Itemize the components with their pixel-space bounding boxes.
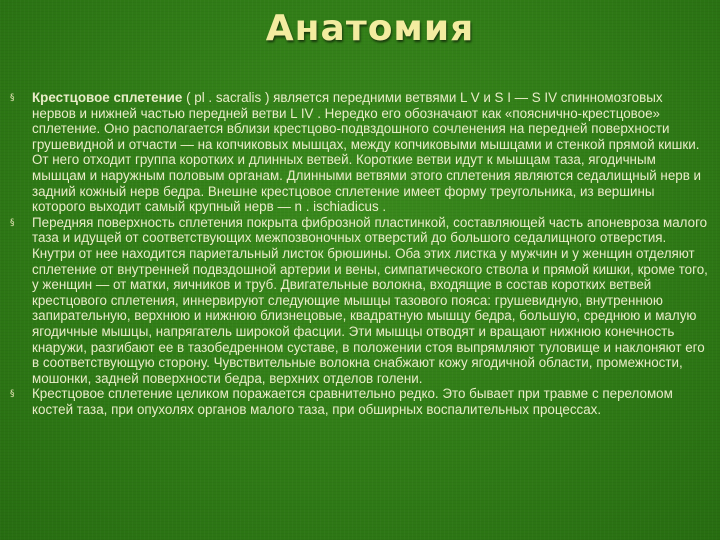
paragraph-text: ( pl . sacralis ) является передними ветвями L V и S I — S IV спинномозговых нервов и нижней частью передней ветви L IV . Нередко его обозначают как «пояснично-крестцовое» сплетение. Оно располагается вблизи крестцово-подвздошного сочленения на передней поверхности грушевидной и отчасти — на копчиковых мышцах, между копчиковыми мышцами и стенкой прямой кишки. От него отходит группа коротких и длинных ветвей. Короткие ветви идут к мышцам таза, ягодичным мышцам и наружным половым органам. Длинными ветвями этого сплетения являются седалищный нерв и задний кожный нерв бедра. Внешне крестцовое сплетение имеет форму треугольника, из вершины которого выходит самый крупный нерв — n . ischiadicus .	[32, 90, 702, 215]
bullet-paragraph-3	[10, 386, 710, 417]
paragraph-text: Передняя поверхность сплетения покрыта фиброзной пластинкой, составляющей часть апоневроза малого таза и идущей от соответствующих межпозвоночных отверстий до большого седалищного отверстия. Кнутри от нее находится париетальный листок брюшины. Оба этих листка у мужчин и у женщин отделяют сплетение от внутренней подвздошной артерии и вены, симпатического ствола и прямой кишки, кроме того, у женщин — от матки, яичников и труб. Двигательные волокна, входящие в состав коротких ветвей крестцового сплетения, иннервируют следующие мышцы тазового пояса: грушевидную, внутреннюю запирательную, верхнюю и нижнюю близнецовые, квадратную мышцу бедра, большую, среднюю и малую ягодичные мышцы, напрягатель широкой фасции. Эти мышцы отводят и вращают нижнюю конечность кнаружи, разгибают ее в тазобедренном суставе, в положении стоя выпрямляют туловище и наклоняют его в соответствующую сторону. Чувствительные волокна снабжают кожу ягодичной области, промежности, мошонки, задней поверхности бедра, верхних отделов голени.	[32, 214, 708, 386]
bullet-icon: §	[10, 389, 15, 400]
bullet-paragraph-1	[10, 90, 710, 215]
paragraph-text: Крестцовое сплетение целиком поражается сравнительно редко. Это бывает при травме с переломом костей таза, при опухолях органов малого таза, при обширных воспалительных процессах.	[32, 386, 673, 417]
bullet-icon: §	[10, 217, 15, 228]
slide-body	[10, 90, 710, 417]
bullet-icon: §	[10, 93, 15, 103]
paragraph-lead-term: Крестцовое сплетение	[32, 90, 183, 105]
bullet-paragraph-2	[10, 215, 710, 387]
slide-title: Анатомия	[265, 8, 475, 49]
